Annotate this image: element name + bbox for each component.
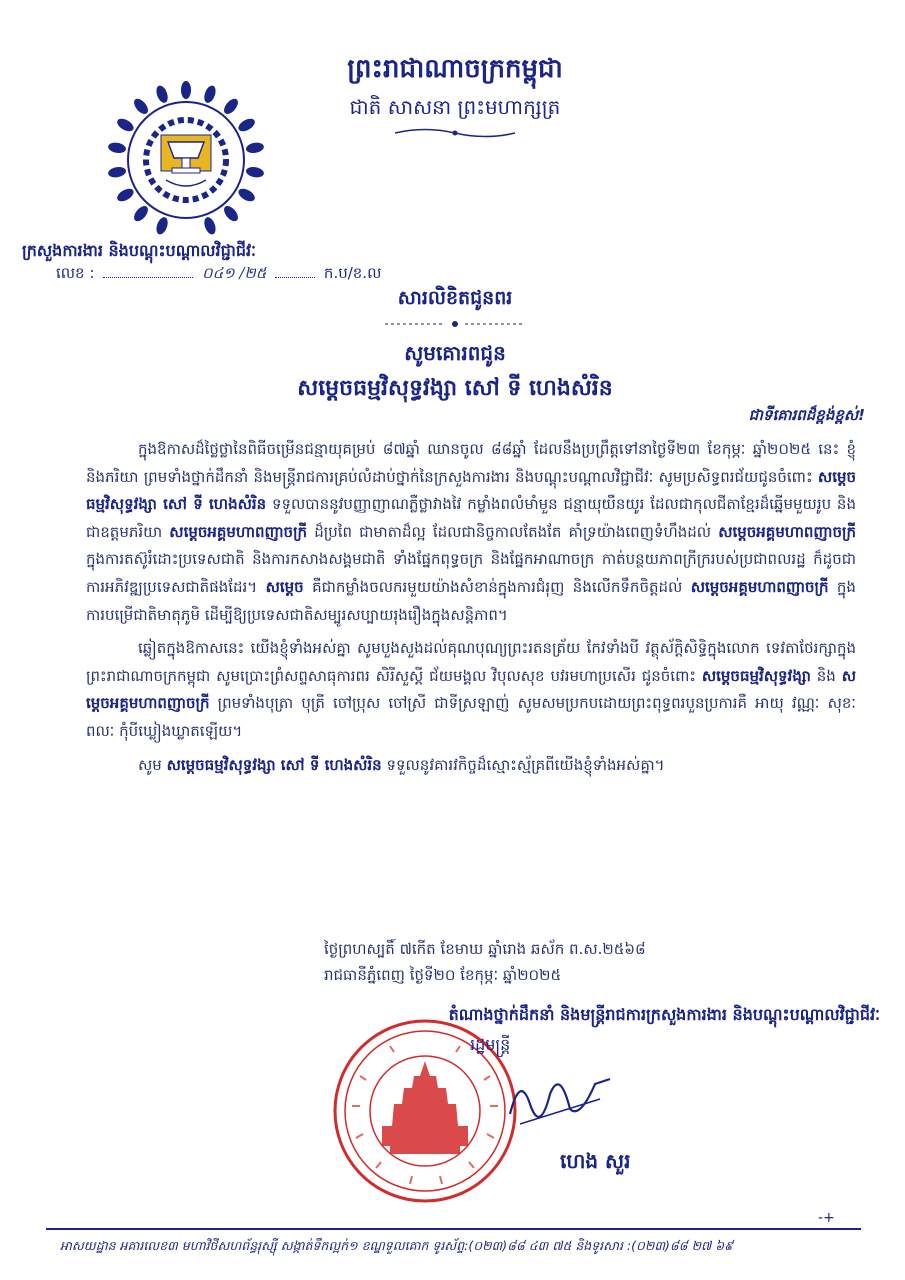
paragraph-3: សូម សម្តេចធម្មវិសុទ្ធវង្សា សៅ ទី ហេងសំរិន ទទួលនូវគារវកិច្ចដ៏ស្មោះស្ម័គ្រពីយើងខ្ញុំទាំងអស់គ្នា។: [138, 755, 665, 774]
honorific-name: សម្តេចអគ្គមហាពញាចក្រី: [86, 666, 856, 713]
solar-date: រាជធានីភ្នំពេញ ថ្ងៃទី២០ ខែកុម្ភៈ ឆ្នាំ២០២៥: [324, 966, 562, 984]
ref-dotted-line-2: [275, 277, 315, 278]
footer-divider: [46, 1228, 861, 1230]
national-motto: ជាតិ សាសនា ព្រះមហាក្សត្រ: [349, 95, 561, 119]
letter-body: [86, 436, 856, 785]
honorific-name: សម្តេចធម្មវិសុទ្ធវង្សា សៅ ទី ហេងសំរិន: [166, 755, 382, 774]
ornament-divider-icon: [390, 126, 520, 140]
lunar-date: ថ្ងៃព្រហស្បតិ៍ ៧កើត ខែមាឃ ឆ្នាំរោង ឆស័ក ព.ស.២៥៦៨: [324, 940, 646, 958]
document-title: សារលិខិតជូនពរ: [397, 287, 513, 309]
paragraph-2: ឆ្លៀតក្នុងឱកាសនេះ យើងខ្ញុំទាំងអស់គ្នា សូមបួងសួងដល់គុណបុណ្យព្រះរតនត្រ័យ កែវទាំងបី វត្ថុស័ក្តិសិទ្ធិក្នុងលោក ទេវតាថែរក្សាក្នុងព្រះរាជាណាចក្រកម្ពុជា សូមប្រោះព្រំសព្ទសាធុការពរ សិរីសួស្តី ជ័យមង្គល វិបុលសុខ បវរមហាប្រសើរ ជូនចំពោះ សម្តេចធម្មវិសុទ្ធវង្សា និង សម្តេចអគ្គមហាពញាចក្រី ព្រមទាំងបុត្រា បុត្រី ចៅប្រុស ចៅស្រី ជាទីស្រឡាញ់ សូមសមប្រកបដោយព្រះពុទ្ធពរបួនប្រការគឺ អាយុ វណ្ណៈ សុខៈ ពលៈ កុំបីឃ្លៀងឃ្លាតឡើយ។: [86, 639, 856, 740]
date-block: [324, 936, 646, 988]
sender-ministry: ក្រសួងការងារ និងបណ្តុះបណ្តាលវិជ្ជាជីវៈ: [22, 241, 256, 260]
honorific-name: សម្តេចអគ្គមហាពញាចក្រី: [169, 522, 308, 541]
ref-number: ០៤១: [201, 264, 235, 282]
honorific-name: សម្តេចអគ្គមហាពញាចក្រី: [690, 577, 829, 596]
title-divider-icon: [385, 318, 525, 330]
honorific-name: សម្តេចធម្មវិសុទ្ធវង្សា: [701, 666, 811, 685]
addressee-name: សម្តេចធម្មវិសុទ្ធវង្សា សៅ ទី ហេងសំរិន: [297, 376, 613, 401]
footer-address: អាសយដ្ឋាន អគារលេខ៣ មហាវិថីសហព័ន្ធរុស្ស៊ី សង្កាត់ទឹកល្អក់១ ខណ្ឌទួលគោក ទូរស័ព្ទ:(០២៣)៨៨ ៤៣ ៧៥ និងទូរសារ :(០២៣)៨៨ ២៧ ៦៩: [60, 1238, 733, 1253]
honorific-name: សម្តេចអគ្គមហាពញាចក្រី: [718, 522, 856, 541]
minister-title: រដ្ឋមន្ត្រី: [470, 1035, 511, 1054]
addressee-label: សូមគោរពជូន: [404, 341, 506, 365]
signature-heading: តំណាងថ្នាក់ដឹកនាំ និងមន្ត្រីរាជការក្រសួងការងារ និងបណ្តុះបណ្តាលវិជ្ជាជីវៈ: [448, 1005, 880, 1024]
signer-name: ហេង សួរ: [560, 1149, 631, 1173]
ref-dotted-line: [103, 277, 193, 278]
ref-suffix: /២៥: [239, 264, 267, 282]
honorific-name: សម្តេច: [265, 577, 304, 596]
salutation: ជាទីគោរពដ៏ខ្ពង់ខ្ពស់!: [748, 406, 865, 424]
honorific-name: សម្តេចធម្មវិសុទ្ធវង្សា សៅ ទី ហេងសំរិន: [86, 467, 856, 514]
ministry-logo: [106, 80, 266, 240]
kingdom-heading: ព្រះរាជាណាចក្រកម្ពុជា: [347, 54, 563, 84]
ref-code: ក.ប/ខ.ល: [323, 264, 382, 282]
ref-label: លេខ :: [56, 264, 95, 282]
handwritten-signature: [500, 1064, 620, 1134]
footer-mark: -+: [818, 1210, 835, 1226]
paragraph-1: ក្នុងឱកាសដ៏ថ្លៃថ្លានៃពិធីចម្រើនជន្មាយុគម្រប់ ៨៧ឆ្នាំ ឈានចូល ៨៨ឆ្នាំ ដែលនឹងប្រព្រឹត្តទៅនាថ្ងៃទី២៣ ខែកុម្ភៈ ឆ្នាំ២០២៥ នេះ ខ្ញុំ និងភរិយា ព្រមទាំងថ្នាក់ដឹកនាំ និងមន្ត្រីរាជការគ្រប់លំដាប់ថ្នាក់នៃក្រសួងការងារ និងបណ្តុះបណ្តាលវិជ្ជាជីវៈ សូមប្រសិទ្ធពរជ័យជូនចំពោះ សម្តេចធម្មវិសុទ្ធវង្សា សៅ ទី ហេងសំរិន ទទួលបាននូវបញ្ញាញាណភ្លឺថ្លាវាងវៃ កម្លាំងពលំមាំមួន ជន្មាយុយឺនយូរ ដែលជាកុលជីតាខ្មែរដ៏ឆ្នើមមួយរូប និងជាឧត្តមភរិយា សម្តេចអគ្គមហាពញាចក្រី ដ៏ប្រពៃ ជាមាតាដ៏ល្អ ដែលជានិច្ចកាលតែងតែ គាំទ្រយ៉ាងពេញទំហឹងដល់ សម្តេចអគ្គមហាពញាចក្រី ក្នុងការតស៊ូរំដោះប្រទេសជាតិ និងការកសាងសង្គមជាតិ ទាំងផ្នែកពុទ្ធចក្រ និងផ្នែកអាណាចក្រ កាត់បន្ថយភាពក្រីក្ររបស់ប្រជាពលរដ្ឋ ក៏ដូចជាការអភិវឌ្ឍប្រទេសជាតិផងដែរ។ សម្តេច គឺជាកម្លាំងចលករមួយយ៉ាងសំខាន់ក្នុងការជំរុញ និងលើកទឹកចិត្តដល់ សម្តេចអគ្គមហាពញាចក្រី ក្នុងការបម្រើជាតិមាតុភូមិ ដើម្បីឱ្យប្រទេសជាតិសម្បូរសប្បាយរុងរឿងក្នុងសន្តិភាព។: [86, 440, 856, 624]
reference-number-row: [56, 264, 381, 286]
